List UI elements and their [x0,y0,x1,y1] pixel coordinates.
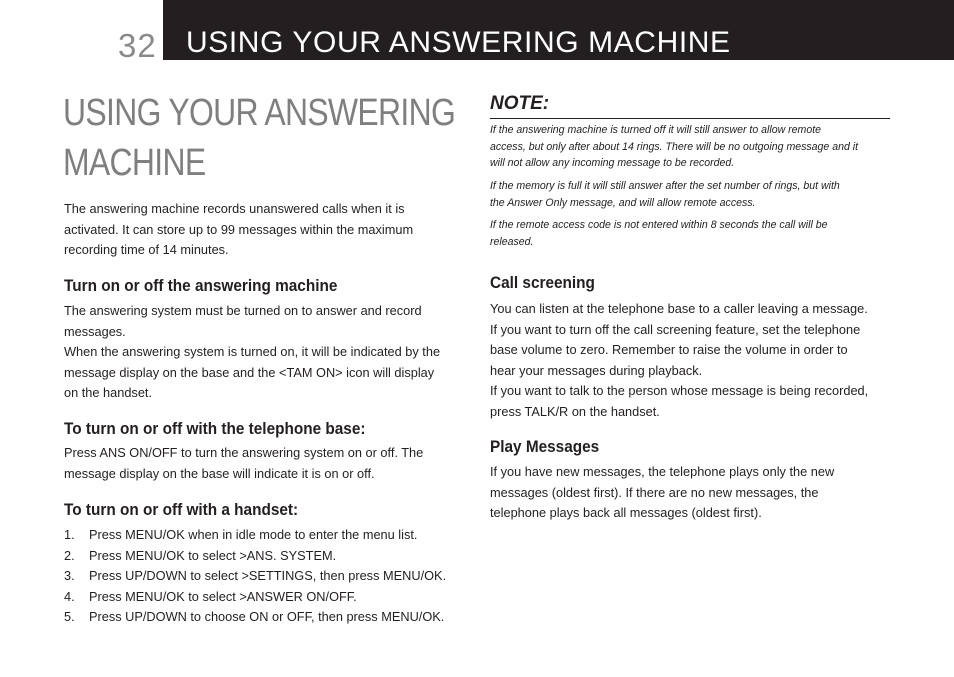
play-messages-paragraph [490,462,834,524]
note-paragraph-3 [490,217,828,250]
call-screening-line: base volume to zero. Remember to raise the volume in order to [490,342,848,358]
intro-line: activated. It can store up to 99 messages within the maximum [64,221,414,237]
header-title: USING YOUR ANSWERING MACHINE [186,26,731,59]
list-item [64,587,357,608]
step-text: Press MENU/OK to select >ANSWER ON/OFF. [88,588,357,604]
note-divider [490,118,890,119]
intro-paragraph [64,199,413,261]
telephone-base-line: message display on the base will indicate it is on or off. [64,465,375,481]
main-title-line-2: MACHINE [63,142,206,184]
step-text: Press UP/DOWN to choose ON or OFF, then press MENU/OK. [88,609,445,625]
note-title: NOTE: [490,93,550,114]
note-line: If the memory is full it will still answer after the set number of rings, but with [490,180,840,192]
play-messages-line: messages (oldest first). If there are no new messages, the [490,484,819,500]
note-line: If the answering machine is turned off it will still answer to allow remote [490,124,822,136]
heading-telephone-base: To turn on or off with the telephone base: [64,420,366,438]
header-bar [163,0,954,60]
list-item [64,566,446,587]
step-number: 5. [64,609,75,625]
call-screening-line: press TALK/R on the handset. [490,403,660,419]
note-line: the Answer Only message, and will allow remote access. [490,196,756,209]
turn-on-off-line: messages. [64,323,126,339]
main-title-line-1: USING YOUR ANSWERING [63,92,456,134]
step-number: 4. [64,588,75,604]
telephone-base-line: Press ANS ON/OFF to turn the answering system on or off. The [64,445,424,460]
note-paragraph-2 [490,178,840,211]
step-text: Press MENU/OK to select >ANS. SYSTEM. [88,547,337,563]
call-screening-line: You can listen at the telephone base to a caller leaving a message. [490,301,868,316]
step-text: Press MENU/OK when in idle mode to enter the menu list. [88,527,418,542]
call-screening-paragraph [490,299,868,423]
step-number: 3. [64,568,75,584]
call-screening-line: hear your messages during playback. [490,362,703,378]
call-screening-line: If you want to talk to the person whose message is being recorded, [490,383,869,399]
note-line: If the remote access code is not entered within 8 seconds the call will be [490,219,828,231]
page-number: 32 [118,27,157,64]
note-line: released. [490,235,534,248]
heading-call-screening: Call screening [490,274,595,292]
step-number: 1. [64,527,75,542]
turn-on-off-line: When the answering system is turned on, it will be indicated by the [64,344,441,360]
turn-on-off-line: on the handset. [64,385,153,401]
heading-turn-on-off: Turn on or off the answering machine [64,277,338,295]
telephone-base-paragraph [64,443,423,484]
list-item [64,546,336,567]
play-messages-line: If you have new messages, the telephone plays only the new [490,464,835,479]
step-number: 2. [64,547,75,563]
step-text: Press UP/DOWN to select >SETTINGS, then press MENU/OK. [88,568,447,584]
main-title [63,88,458,188]
turn-on-off-paragraph [64,301,440,404]
note-line: will not allow any incoming message to be recorded. [490,157,735,169]
heading-handset: To turn on or off with a handset: [64,501,299,519]
intro-line: recording time of 14 minutes. [64,242,229,258]
heading-play-messages: Play Messages [490,438,600,456]
intro-line: The answering machine records unanswered calls when it is [64,201,405,216]
note-line: access, but only after about 14 rings. There will be no outgoing message and it [490,140,859,153]
list-item [64,607,444,628]
play-messages-line: telephone plays back all messages (oldest first). [490,505,762,521]
turn-on-off-line: message display on the base and the <TAM ON> icon will display [64,364,435,380]
turn-on-off-line: The answering system must be turned on to answer and record [64,303,422,318]
call-screening-line: If you want to turn off the call screening feature, set the telephone [490,321,861,337]
note-paragraph-1 [490,122,858,172]
list-item [64,525,417,546]
